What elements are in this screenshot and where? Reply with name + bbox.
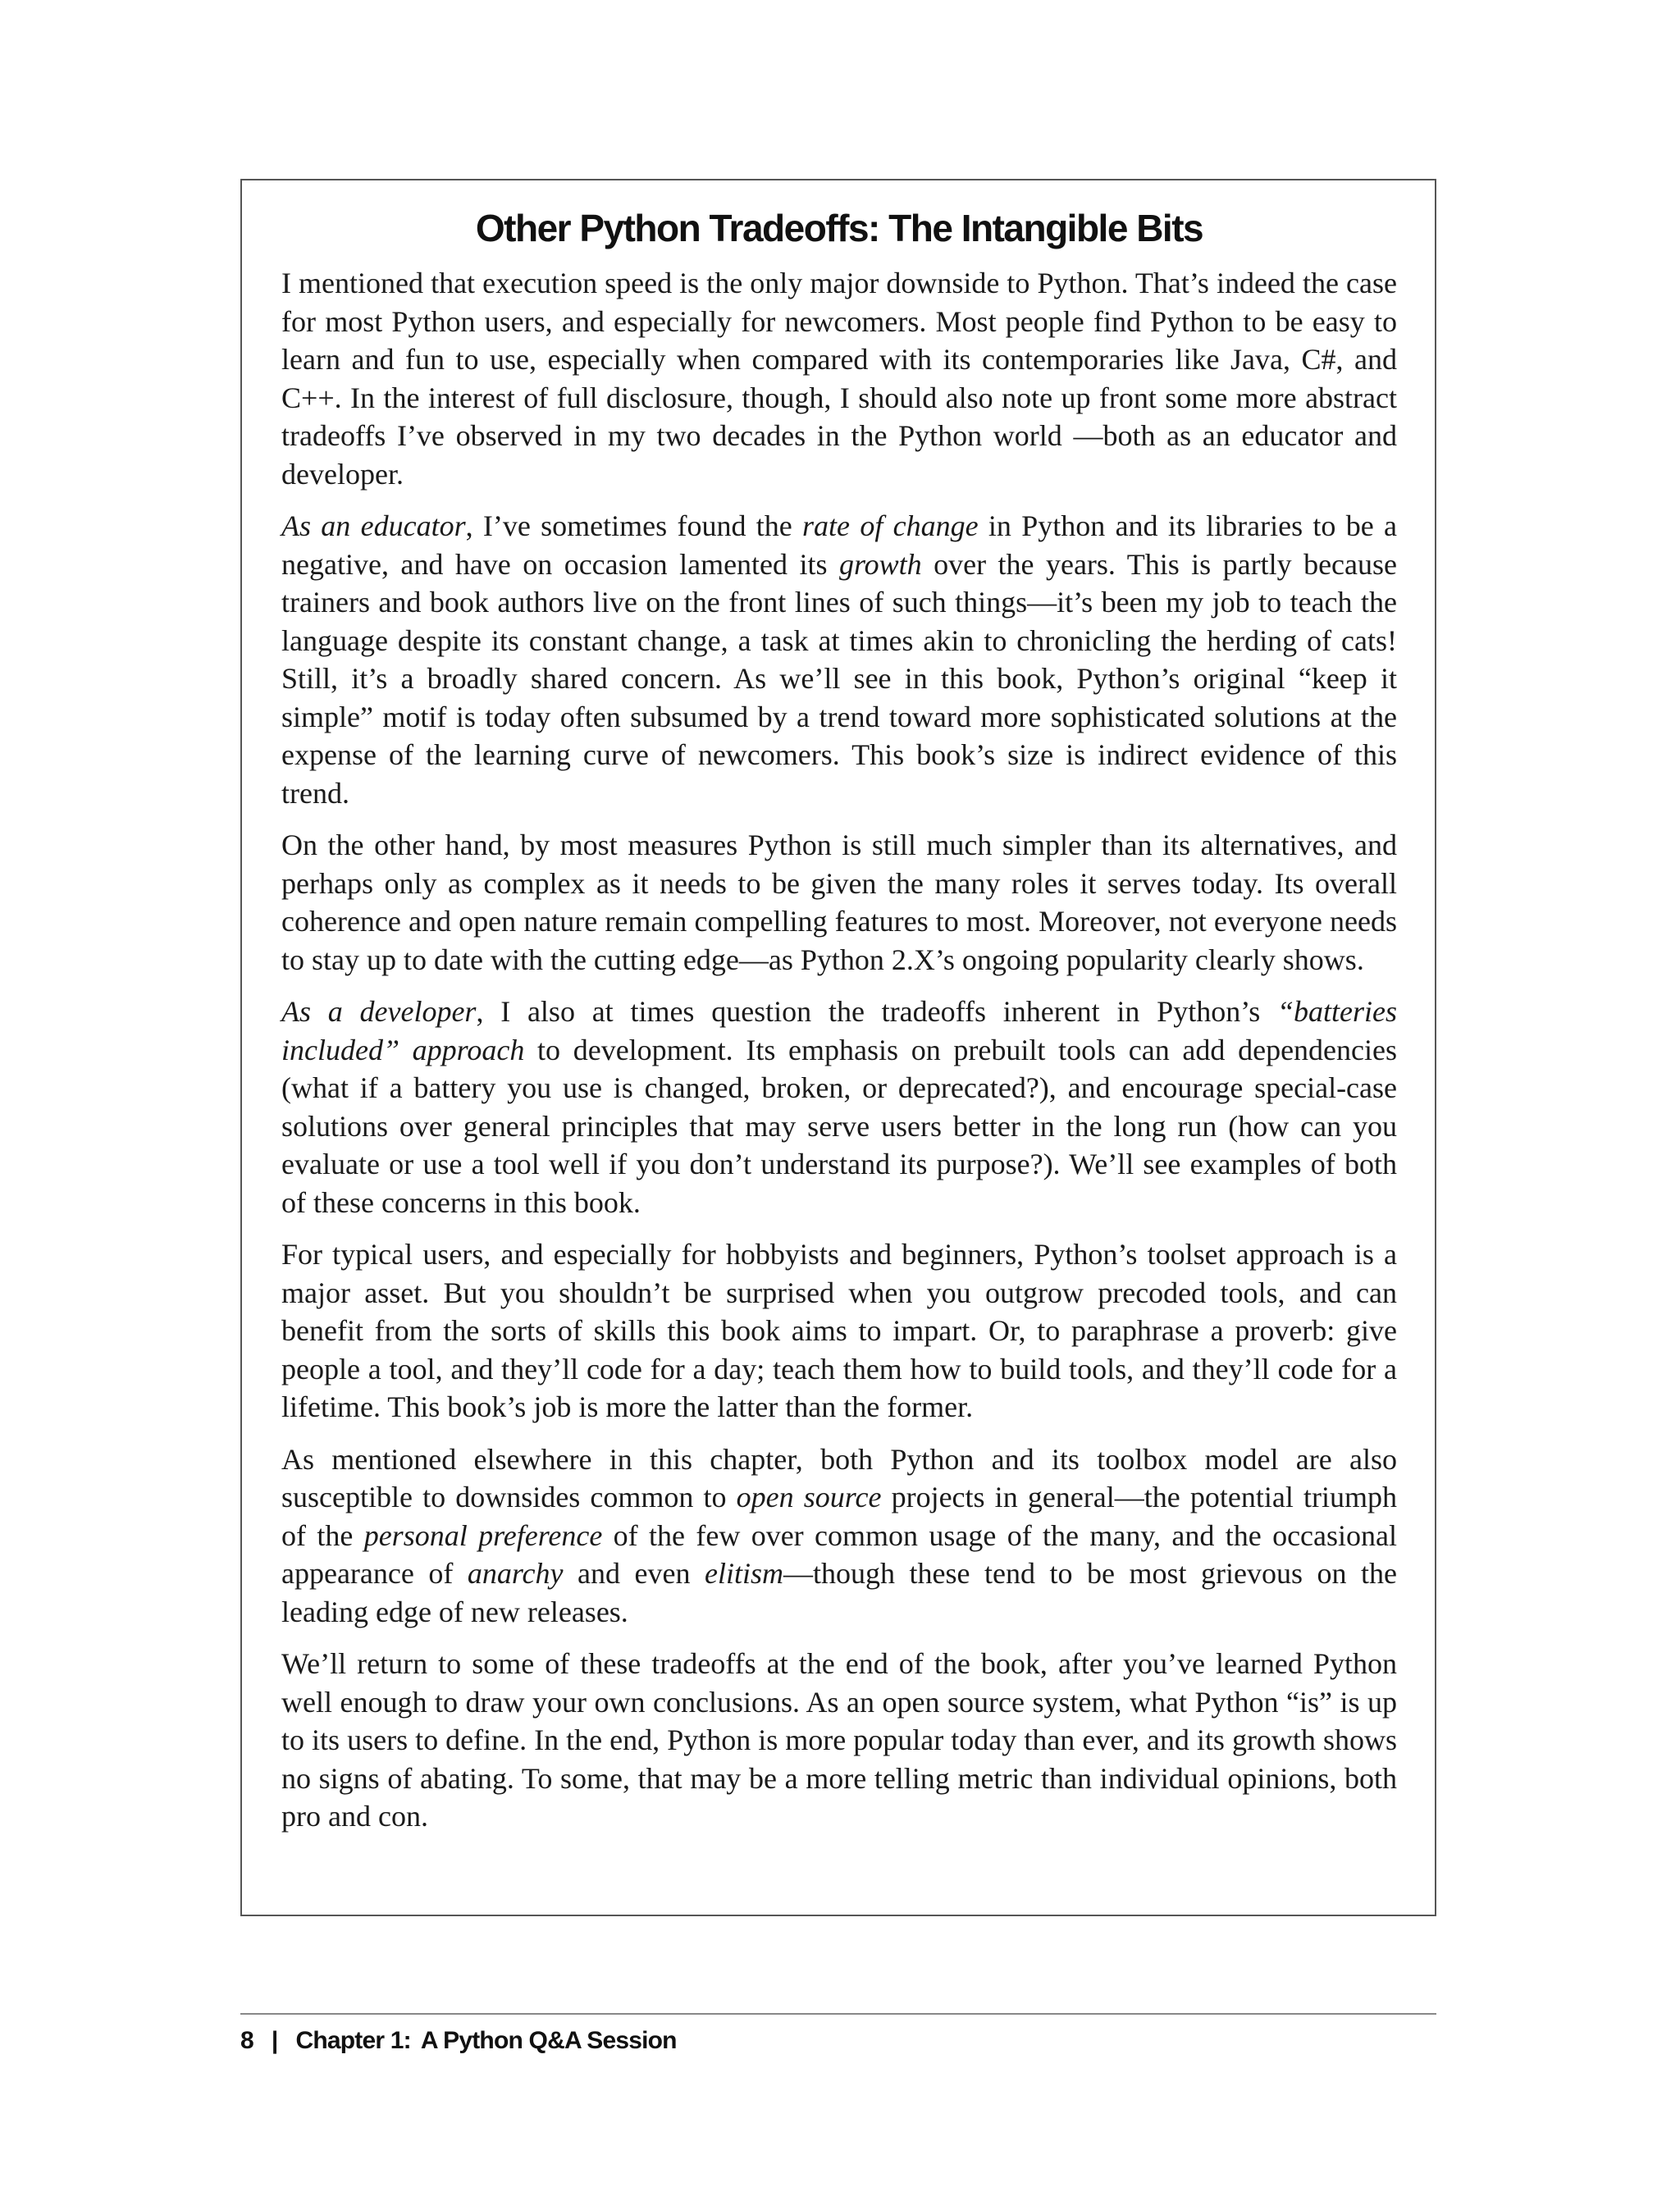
sidebar-title: Other Python Tradeoffs: The Intangible Bits xyxy=(475,207,1203,249)
sidebar-paragraph xyxy=(281,1645,1397,1836)
italic-text: rate of change xyxy=(802,509,979,542)
text-run: —though these tend to be most grievous on the leading edge of new releases. xyxy=(281,1557,1398,1628)
sidebar-paragraph xyxy=(281,264,1397,493)
sidebar-paragraph xyxy=(281,993,1397,1221)
sidebar-paragraph xyxy=(281,1440,1397,1632)
text-run: , I’ve sometimes found the xyxy=(465,509,803,542)
sidebar-paragraph xyxy=(281,507,1397,812)
page-footer xyxy=(240,2025,677,2057)
sidebar-paragraph xyxy=(281,1235,1397,1427)
text-run: in Python and its libraries to be a negative, and have on occasion lamented its xyxy=(281,509,1398,581)
text-run: , I also at times question the tradeoffs inherent in Python’s xyxy=(476,995,1277,1028)
sidebar-paragraph xyxy=(281,826,1397,979)
text-run: We’ll return to some of these tradeoffs at the end of the book, after you’ve learned Python well enough to draw your own conclusions. As an open source system, what Python “is” is up to its users to define. In the end, Python is more popular today than ever, and its growth shows no signs of abating. To some, that may be a more telling metric than individual opinions, both pro and con. xyxy=(281,1647,1397,1833)
text-run: over the years. This is partly because trainers and book authors live on the front lines of such things—it’s been my job to teach the language despite its constant change, a task at times akin to chronicling the herding of cats! Still, it’s a broadly shared concern. As we’ll see in this book, Python’s original “keep it simple” motif is today often subsumed by a trend toward more sophisticated solutions at the expense of the learning curve of newcomers. This book’s size is indirect evidence of this trend. xyxy=(281,547,1397,810)
text-run: and even xyxy=(563,1557,705,1590)
sidebar-box xyxy=(240,179,1436,1916)
italic-text: “batteries included” approach xyxy=(281,995,1397,1066)
italic-text: anarchy xyxy=(467,1557,564,1590)
italic-text: elitism xyxy=(705,1557,783,1590)
page-number: 8 xyxy=(240,2027,253,2054)
italic-text: personal preference xyxy=(363,1518,603,1552)
text-run: I mentioned that execution speed is the only major downside to Python. That’s indeed the case for most Python users, and especially for newcomers. Most people find Python to be easy to learn and fun to use, especially when compared with its contemporaries like Java, C#, and C++. In the interest of full disclosure, though, I should also note up front some more abstract tradeoffs I’ve observed in my two decades in the Python world —both as an educator and developer. xyxy=(281,267,1397,491)
chapter-title: A Python Q&A Session xyxy=(420,2027,677,2054)
italic-text: As a developer xyxy=(281,995,477,1028)
text-run: On the other hand, by most measures Python is still much simpler than its alternatives, and perhaps only as complex as it needs to be given the many roles it serves today. Its overall coherence and open nature remain compelling features to most. Moreover, not everyone needs to stay up to date with the cutting edge—as Python 2.X’s ongoing popularity clearly shows. xyxy=(281,829,1397,976)
italic-text: open source xyxy=(736,1481,882,1513)
footer-separator: | xyxy=(271,2027,278,2054)
text-run: of the few over common usage of the many, and the occasional appearance of xyxy=(281,1518,1397,1590)
text-run: to development. Its emphasis on prebuilt tools can add dependencies (what if a battery you use is changed, broken, or deprecated?), and encourage special-case solutions over general principles that may serve users better in the long run (how can you evaluate or use a tool well if you don’t understand its purpose?). We’ll see examples of both of these concerns in this book. xyxy=(281,1033,1397,1219)
text-run: As mentioned elsewhere in this chapter, both Python and its toolbox model are also susceptible to downsides common to xyxy=(281,1442,1397,1513)
chapter-label: Chapter 1: xyxy=(295,2027,411,2054)
footer-rule xyxy=(240,2013,1436,2015)
text-run: projects in general—the potential triumph of the xyxy=(281,1481,1397,1552)
text-run: For typical users, and especially for hobbyists and beginners, Python’s toolset approach is a major asset. But you shouldn’t be surprised when you outgrow precoded tools, and can benefit from the sorts of skills this book aims to impart. Or, to paraphrase a proverb: give people a tool, and they’ll code for a day; teach them how to build tools, and they’ll code for a lifetime. This book’s job is more the latter than the former. xyxy=(281,1238,1397,1423)
italic-text: growth xyxy=(838,547,922,581)
italic-text: As an educator xyxy=(281,509,466,542)
sidebar-body xyxy=(281,264,1397,1836)
